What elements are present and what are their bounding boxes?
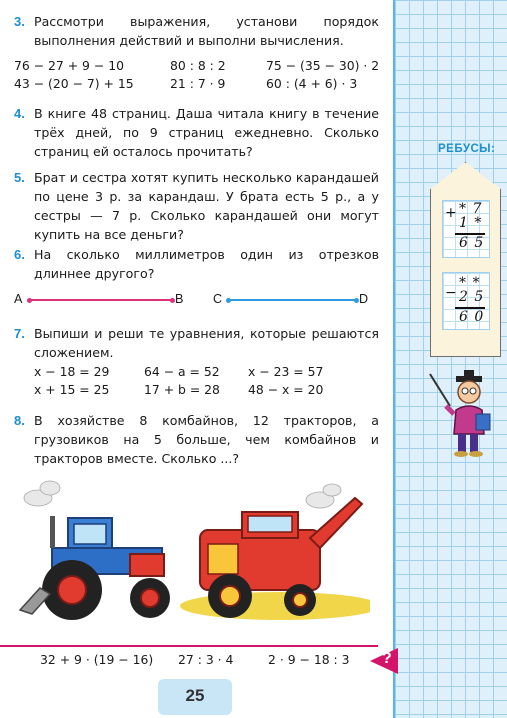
rebus-line: 2 5 [459,289,485,305]
task-text: В хозяйстве 8 комбайнов, 12 тракторов, а грузовиков на 5 больше, чем комбайнов и тракторов вместе. Сколько ...? [34,413,379,466]
expression: 80 : 8 : 2 [170,58,226,73]
task-number: 8. [14,413,25,428]
expression: 32 + 9 · (19 − 16) [40,652,154,667]
segment-label-d: D [359,292,369,306]
equation: 48 − x = 20 [248,382,324,397]
equation: 17 + b = 28 [144,382,220,397]
segment-label-a: A [14,292,23,306]
rebus-sign: + [445,205,458,221]
rebus-sign: − [445,285,458,301]
vehicles-illustration [10,478,370,638]
equation: 64 − a = 52 [144,364,220,379]
equation: x − 18 = 29 [34,364,110,379]
expression: 21 : 7 · 9 [170,76,226,91]
task-text: Рассмотри выражения, установи порядок выполнения действий и выполни вычисления. [34,14,379,48]
task-4 [14,104,379,164]
expression: 43 − (20 − 7) + 15 [14,76,134,91]
rebus-line: * 7 [459,201,483,217]
rebus-house [430,162,501,357]
task-7-equations [34,364,364,400]
question-mark: ? [382,650,392,667]
task-text: Брат и сестра хотят купить несколько карандашей по цене 3 р. за карандаш. У брата есть 5 р., а у сестры — 7 р. Сколько карандашей они могут купить на все деньги? [34,170,379,242]
page-number: 25 [185,686,205,705]
rebus-result: 6 0 [459,309,485,325]
task-3-expressions [14,58,379,94]
task-number: 7. [14,326,25,341]
teacher-character-icon [428,370,498,460]
segment-ab [30,299,172,301]
task-number: 5. [14,170,25,185]
tractor-icon [20,516,170,620]
bottom-expressions [40,652,370,670]
bottom-rule [0,645,378,647]
task-3 [14,12,379,52]
segment-label-b: B [175,292,184,306]
task-text: Выпиши и реши те уравнения, которые решаются сложением. [34,326,379,360]
segment-cd [229,299,356,301]
expression: 27 : 3 · 4 [178,652,234,667]
rebus-title: РЕБУСЫ: [438,143,496,155]
expression: 2 · 9 − 18 : 3 [268,652,350,667]
smoke-icon [24,481,341,508]
task-number: 6. [14,247,25,262]
task-number: 4. [14,106,25,121]
rebus-result: 6 5 [459,235,485,251]
task-text: В книге 48 страниц. Даша читала книгу в течение трёх дней, по 9 страниц ежедневно. Сколько страниц ей осталось прочитать? [34,106,379,159]
segment-label-c: C [213,292,223,306]
equation: x + 15 = 25 [34,382,110,397]
expression: 76 − 27 + 9 − 10 [14,58,124,73]
rebus-1 [442,200,490,258]
rebus-line: * * [459,275,481,291]
expression: 60 : (4 + 6) · 3 [266,76,358,91]
rebus-2 [442,272,490,330]
task-7 [14,324,379,364]
equation: x − 23 = 57 [248,364,324,379]
task-8 [14,411,379,471]
page-number-box [158,679,232,715]
task-5 [14,168,379,244]
expression: 75 − (35 − 30) · 2 [266,58,380,73]
task-number: 3. [14,14,25,29]
task-text: На сколько миллиметров один из отрезков длиннее другого? [34,247,379,281]
grid-margin [393,0,507,718]
task-6 [14,245,379,285]
rebus-line: 1 * [459,215,483,231]
